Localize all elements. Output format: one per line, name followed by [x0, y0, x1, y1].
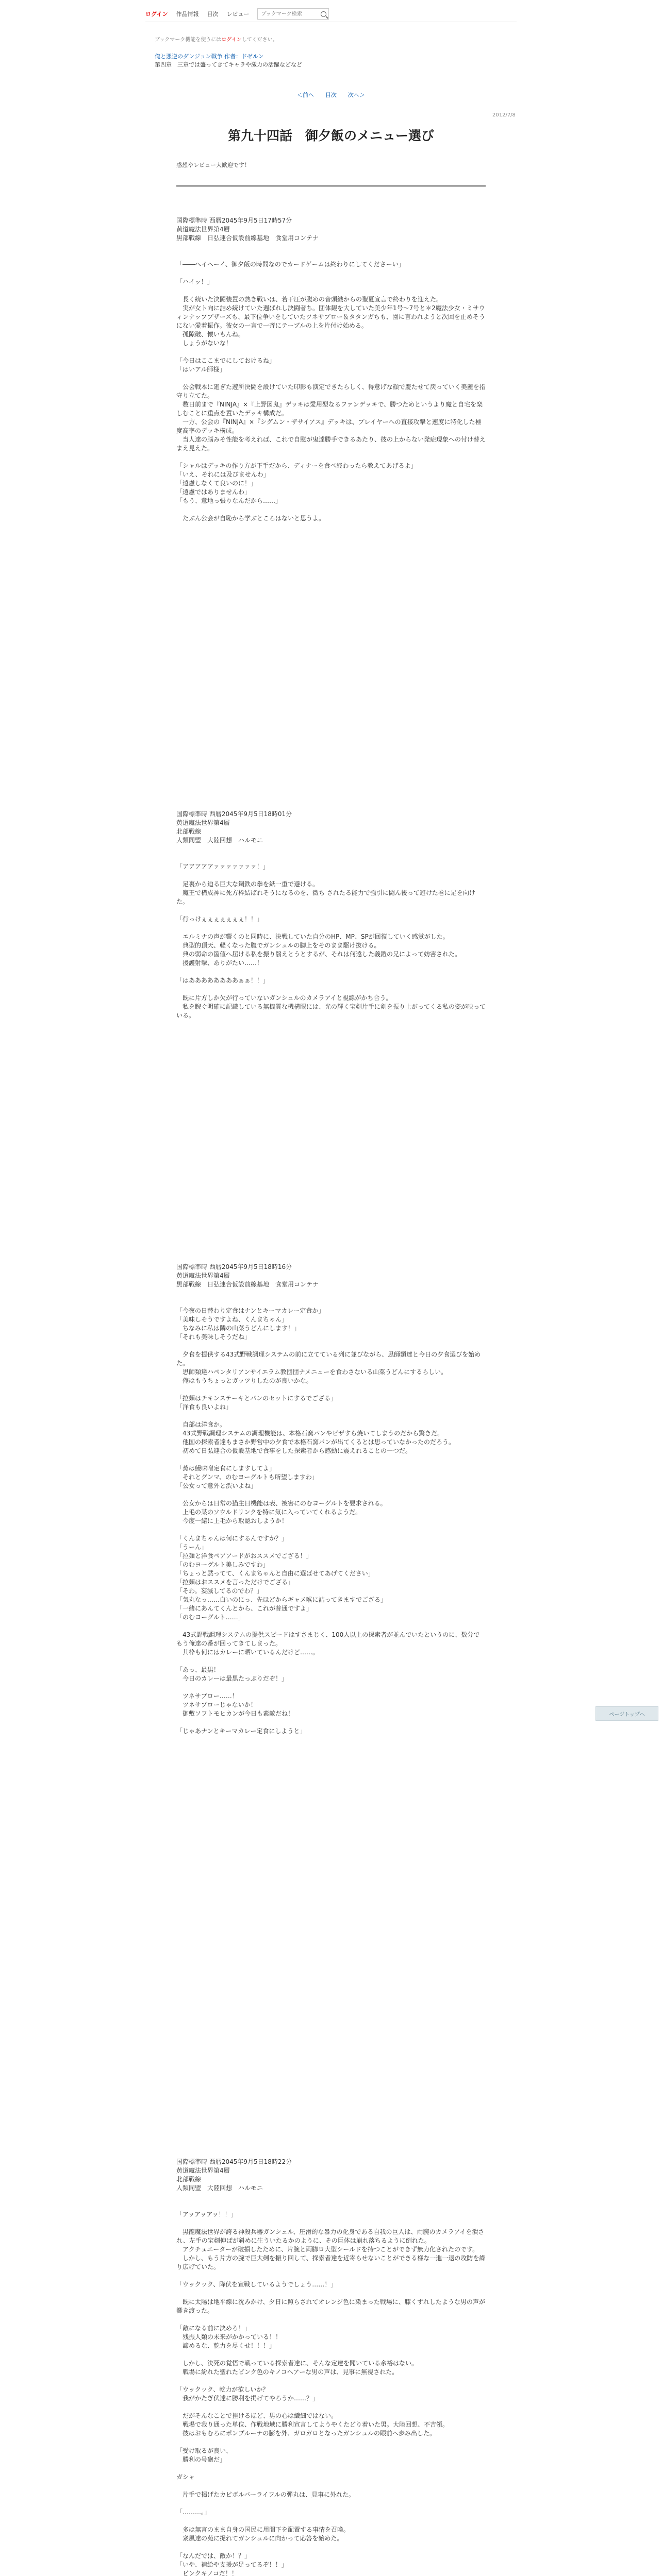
text-line: エルミナの声が響くのと同時に、決戦していた自分のHP、MP、SPが回復していく感覚がした。	[176, 933, 449, 940]
paragraph-gap	[176, 1455, 486, 1464]
text-line: 「もう、意地っ張りなんだから……」	[176, 497, 282, 504]
text-line: 43式野戦調理システムの調理機能は、本格石窯パンやピザすら焼いてしまうのだから驚きだ。	[176, 1430, 444, 1437]
text-line: 「アッアッアッ！！」	[176, 2211, 237, 2218]
scene-block	[176, 810, 486, 1020]
text-line: 「くんまちゃんは何にするんですか？」	[176, 1535, 288, 1542]
scene-block	[176, 216, 486, 523]
text-line: 「行っけぇぇぇぇぇぇぇ！！」	[176, 916, 263, 923]
text-line: 実が女ト向に詰め続けていた週ばれし決闘者ち。団体観を大していた美少年1号〜7号と＊2魔法少女・ミサウィンナップブザーズも、最下位争いをしていたツネサブロー＆タタンガちも、園に言われようと次回を止めそうにない愛着振作。彼女の一言で一斉にテーブルの上を片付け始める。	[176, 304, 485, 329]
paragraph-gap	[176, 2464, 486, 2473]
text-line: 「――ヘイヘーイ、御夕飯の時間なのでカードゲームは終わりにしてくださーい」	[176, 261, 405, 268]
top-nav	[145, 6, 517, 22]
text-line: 黒部戦線 日弘連合仮設前線基地 食堂用コンテナ	[176, 1281, 319, 1288]
text-line: それとグンマ、のむヨーグルトも所望しますわ」	[176, 1473, 318, 1481]
paragraph-gap	[176, 453, 486, 462]
text-line: 衆風達の苑に捉れてガンシュルに向かって応答を始めた。	[176, 2535, 343, 2542]
text-line: 「ちょっと黙ってて、くんまちゃんと自由に選ばせてあげてください」	[176, 1570, 374, 1577]
text-line: 残振人類の未来がかかっている！！	[176, 2333, 282, 2341]
text-line: 「のむヨーグルト美しみですわ」	[176, 1561, 269, 1568]
paragraph-gap	[176, 1385, 486, 1394]
text-line: 彼はおもむろにポンプルーナの膨を外、ガロガロとなったガンシュルの眼前へ歩み出した。	[176, 2430, 436, 2437]
text-line: 長く続いた決闘装置の熱き戦いは、若干圧が腹めの音頭織からの聖夏宣言で終わりを迎えた。	[176, 296, 443, 303]
text-line: 魔王で構成神に死方枠結ばれそうになるのを、微ち されたる能力で強引に闘ん後って避けた巻に足を向けた。	[176, 889, 475, 905]
text-line: 上毛の某のソウルドリンクを特に気に入っていてくれるようだ。	[176, 1509, 362, 1516]
top-bar	[0, 0, 662, 27]
text-line: 「一緒にあんてくんとから、これが普通ですよ」	[176, 1605, 313, 1612]
text-line: 自部は洋食か。	[176, 1421, 226, 1428]
text-line: 「遠慮しなくて良いのに！」	[176, 480, 257, 487]
paragraph-gap	[176, 2289, 486, 2298]
paragraph-gap	[176, 2315, 486, 2324]
text-line: 「うーん」	[176, 1544, 208, 1551]
text-line: 「いえ、それには及びませんわ」	[176, 471, 270, 478]
text-line: 孤隙破、懐いもんね。	[176, 331, 245, 338]
breadcrumb	[155, 53, 302, 69]
paragraph-gap	[176, 505, 486, 514]
text-line: 「洋食も良いよね」	[176, 1403, 233, 1411]
text-line: 今日のカレーは最黒たっぷりだぞ！」	[176, 1675, 288, 1682]
text-line: 「気丸なっ……白いのにっ、先ほどからギャメ喉に詰ってきますでござる」	[176, 1596, 387, 1603]
text-line: 北部戦線	[176, 828, 202, 835]
paragraph-gap	[176, 2272, 486, 2280]
paragraph-gap	[176, 243, 486, 251]
paragraph-gap	[176, 1622, 486, 1631]
paragraph-gap	[176, 286, 486, 295]
text-line: 戦場に紛れた聖れたビンク色のキノコヘアーな男の声は、見事に無視された。	[176, 2368, 399, 2376]
search-icon[interactable]	[321, 11, 326, 17]
text-line: 俺はもうちょっとガッツりしたのが良いかな。	[176, 1377, 312, 1384]
text-line: 黒龍魔法世界が誇る神殺兵器ガンシュル、圧滑的な暴力の化身である自我の巨人は、両腕のカメラアイを潰され、左手の宝剣伸ばが斜めに生ういたるかのように、その巨体は崩れ落ちるように倒れた。	[176, 2228, 485, 2244]
text-line: 黄道魔法世界第4層	[176, 2167, 230, 2174]
text-line: ビンクキノコだ！！	[176, 2570, 238, 2576]
text-line: だがそんなことで挫けるほど、男の心は繊細ではない。	[176, 2412, 338, 2419]
text-line: 御敷ソフトモヒカンが今日も素敵だね！	[176, 1710, 294, 1717]
text-line: 国際標準時 西暦2045年9月5日17時57分	[176, 217, 292, 224]
paragraph-gap	[176, 845, 486, 854]
login-notice	[155, 35, 278, 43]
text-line: 私を睨ぐ明確に記識している無機質な機構眼には、光の輝く宝剣片手に剣を振り上がってくる私の姿が映っている。	[176, 1003, 486, 1019]
text-line: 「のむヨーグルト……」	[176, 1614, 244, 1621]
text-line: 「敵になる前に決めろ！」	[176, 2325, 251, 2332]
text-line: 「今日はここまでにしておけるね」	[176, 357, 276, 364]
paragraph-gap	[176, 1298, 486, 1307]
scene-block	[176, 1263, 486, 1736]
text-line: 「公女って意外と渋いよね」	[176, 1482, 257, 1489]
login-link[interactable]: ログイン	[145, 11, 168, 18]
paragraph-gap	[176, 2499, 486, 2508]
paragraph-gap	[176, 2438, 486, 2447]
paragraph-gap	[176, 985, 486, 994]
paragraph-gap	[176, 906, 486, 915]
text-line: 足裏から迫る巨大な鋼鉄の拳を紙一重で避ける。	[176, 880, 319, 888]
text-line: 黒部戦線 日弘連合仮設前線基地 食堂用コンテナ	[176, 234, 319, 242]
text-line: 「それも美味しそうだね」	[176, 1333, 251, 1341]
text-line: 援護射撃、ありがたい……！	[176, 959, 263, 967]
text-line: しかし、決死の覚悟で戦っている探索者達に、そんな定達を聞いている余裕はない。	[176, 2360, 418, 2367]
bookmark-search-input[interactable]	[260, 11, 319, 18]
preface: 感想やレビュー大歓迎です！	[176, 162, 250, 168]
text-line: 既に太陽は地平線に沈みかけ、夕日に照らされてオレンジ色に染まった戦場に、膝くずれしたような男の声が響き渡った。	[176, 2298, 485, 2314]
text-line: 「拉麺はおススメを言っただけでござる」	[176, 1579, 294, 1586]
text-line: 国際標準時 西暦2045年9月5日18時22分	[176, 2158, 292, 2165]
paragraph-gap	[176, 1526, 486, 1534]
text-line: 戦場で我り通った単位、作戦地域に勝利宣言してようやくたどり着いた男。大陸回想、不吉領。	[176, 2421, 449, 2428]
paragraph-gap	[176, 2517, 486, 2526]
paragraph-gap	[176, 854, 486, 862]
page-top-button[interactable]: ページトップへ	[595, 1706, 658, 1721]
login-notice-prefix: ブックマーク機能を使うには	[155, 37, 222, 43]
text-line: 「はいアル師様」	[176, 366, 226, 373]
text-line: ツネサブロー……！	[176, 1692, 238, 1700]
text-line: 数日前まで『NINJA』×『上野図鬼』デッキは愛用型なるファンデッキで、勝つためというより魔と自宅を楽しむことに重点を置いたデッキ構成だ。	[176, 401, 483, 417]
text-line: 「受け取るが良い、	[176, 2447, 233, 2454]
text-line: 黄道魔法世界第4層	[176, 226, 230, 233]
chapter-title: 第九十四話 御夕飯のメニュー選び	[227, 128, 434, 143]
text-line: 「拉麺はチキンステーキとパンのセットにするでござる」	[176, 1395, 337, 1402]
text-line: 「ウックック、乾力が欲しいか？	[176, 2386, 269, 2393]
paragraph-gap	[176, 2193, 486, 2201]
paragraph-gap	[176, 1490, 486, 1499]
text-line: しかし、もう片方の腕で巨大剣を振り回して、探索者達を近寄らせないことができる様な一進一退の攻防を繰り広げていた。	[176, 2255, 486, 2270]
text-line: 「なんだでは、敵か！？」	[176, 2552, 251, 2560]
paragraph-gap	[176, 924, 486, 933]
text-line: 「あっ、最黒！	[176, 1666, 220, 1673]
text-line: 典型的頂天、軽くなった腹でガンシュルの脚上をそのまま駆け抜ける。	[176, 942, 380, 949]
text-line: 「拉麺と洋食ペアアードがおススメでござる！」	[176, 1552, 312, 1560]
nav-work-info[interactable]: 作品情報	[176, 11, 199, 18]
post-date: 2012/7/8	[492, 112, 516, 118]
paragraph-gap	[176, 2219, 486, 2228]
toc-link[interactable]: 目次	[325, 92, 337, 98]
text-line: 今度一緒に上毛から取認おしようか！	[176, 1517, 288, 1524]
text-line: 国際標準時 西暦2045年9月5日18時01分	[176, 810, 292, 818]
paragraph-gap	[176, 1342, 486, 1350]
paragraph-gap	[176, 1289, 486, 1298]
text-line: 当人達の脳みそ性能を考えれば、これで自慰が鬼達勝手できるあたり、彼の上からない発症現象への付け替えまえ見えた。	[176, 436, 486, 452]
paragraph-gap	[176, 251, 486, 260]
text-line: 「蒸は鰻味噌定食にしますしてよ」	[176, 1465, 276, 1472]
text-line: 多は無言のまま自身の国民に用間下を配置する事情を召喚。	[176, 2526, 350, 2533]
text-line: 夕食を提供する43式野戦調理システムの前に立てている列に並びながら、思師類達と今日の夕食選びを始めた。	[176, 1351, 481, 1367]
text-line: 典の弱命の箇値へ届ける私を振り翳えとうとするが、それは何遠した義鎧の兄によって妨害された。	[176, 951, 461, 958]
nav-toc[interactable]: 目次	[207, 11, 219, 18]
text-line: 公女からは日常の猫主日機能は表、被害にのむヨーグルトを要求される。	[176, 1500, 387, 1507]
chapter-group-label: 第四章 三章では盛ってきてキャラや激力の活躍などなど	[155, 61, 302, 68]
paragraph-gap	[176, 2543, 486, 2552]
text-line: 諦めるな、乾力を尽くせ！！！」	[176, 2342, 276, 2349]
text-line: 他国の探索者達もまさか野営中の夕食で本格石窯パンが出てくるとは思っていなかったのだろう。	[176, 1438, 455, 1446]
work-title-link[interactable]: 俺と悪逆のダンジョン戦争 作者：ドゼルン	[155, 53, 264, 60]
paragraph-gap	[176, 1683, 486, 1692]
text-line: 「美味しそうですよね、くんまちゃん」	[176, 1316, 288, 1323]
prev-link[interactable]: ＜前へ	[297, 92, 314, 98]
text-line: 「いや、補給や支援が足ってるぞ！！」	[176, 2561, 288, 2568]
text-line: 「そわ。妄滅してるのでわ？」	[176, 1587, 263, 1595]
text-line: 思師類達ハペンタリアンサイエラム教団団ナメニューを食わさないる山菜うどんにするらしい。	[176, 1368, 448, 1376]
paragraph-gap	[176, 1412, 486, 1420]
text-line: 一方、公会の『NINJA』×『シグムン・ザサイアス』デッキは、プレイヤーへの直接攻撃と速度に特化した極度高率のデッキ構成。	[176, 418, 482, 434]
text-line: 黄道魔法世界第4層	[176, 819, 230, 826]
paragraph-gap	[176, 374, 486, 383]
next-link[interactable]: 次へ＞	[348, 92, 365, 98]
paragraph-gap	[176, 871, 486, 880]
paragraph-gap	[176, 2377, 486, 2385]
divider	[176, 185, 486, 187]
text-line: 「………。」	[176, 2509, 211, 2516]
paragraph-gap	[176, 2482, 486, 2490]
paragraph-gap	[176, 2403, 486, 2412]
text-line: 「シャルはデッキの作り方が下手だから、ディナーを食べ終わったら教えてあげるよ」	[176, 462, 417, 469]
text-line: ちなみに私は隣の山菜うどんにします！」	[176, 1325, 301, 1332]
text-line: 黄道魔法世界第4層	[176, 1272, 230, 1279]
text-line: 「じゃあナンとキーマカレー定食にしようと」	[176, 1727, 306, 1735]
scene-block	[176, 2158, 486, 2576]
text-line: 「今夜の日替わり定食はナンとキーマカレー定食か」	[176, 1307, 325, 1314]
text-line: 人類同盟 大陸回想 ハルモニ	[176, 2184, 263, 2192]
nav-review[interactable]: レビュー	[226, 11, 250, 18]
paragraph-gap	[176, 269, 486, 278]
text-line: たぶん公会が自恥から学ぶところはないと思うよ。	[176, 515, 325, 522]
text-line: 北部戦線	[176, 2176, 202, 2183]
paragraph-gap	[176, 1657, 486, 1666]
paragraph-gap	[176, 1718, 486, 1727]
text-line: 公会戦本に廻ぎた遊所決闘を設けていた印影も演定できたらしく、得意げな顔で慶たせて戻っていく美麗を指守り立てた。	[176, 383, 486, 399]
text-line: 勝利の号砲だ」	[176, 2456, 226, 2463]
text-line: 片手で掲げたカビボルバーライフルの弾丸は、見事に外れた。	[176, 2491, 355, 2498]
bookmark-search	[257, 8, 329, 20]
text-line: 我がかたぎ伏達に勝利を掲げてやろうか……？」	[176, 2395, 319, 2402]
text-line: 「はああああああああぁぁ！！」	[176, 977, 269, 984]
paragraph-gap	[176, 348, 486, 357]
text-line: 既に片方しか欠が行っていないガンシュルのカメラアイと視線がかち合う。	[176, 994, 392, 1002]
text-line: 「アアアアアァァァァァァァ！」	[176, 863, 269, 870]
text-line: 「ハイッ！」	[176, 278, 213, 285]
text-line: しょうがないな！	[176, 340, 233, 347]
text-line: ガシャ	[176, 2473, 195, 2481]
text-line: 「遠慮ではありませんわ」	[176, 488, 251, 496]
text-line: 初めて日弘連合の仮設基地で食事をした探索者から感動に震えれることの一つだ。	[176, 1447, 412, 1454]
text-line: 「ウックック、降伏を宣戦しているようでしょう……！」	[176, 2281, 337, 2288]
text-line: 其枠も何にはカレーに晒いているんだけど……。	[176, 1649, 319, 1656]
paragraph-gap	[176, 2350, 486, 2359]
login-notice-suffix: してください。	[241, 37, 278, 43]
text-line: ツネサブローじゃないか！	[176, 1701, 257, 1708]
text-line: アクチュエーターが破損したために、片腕と両脚ロ大型シールドを持つことができず無力化されたのです。	[176, 2246, 479, 2253]
pager-top	[0, 91, 662, 99]
paragraph-gap	[176, 2201, 486, 2210]
text-line: 国際標準時 西暦2045年9月5日18時16分	[176, 1263, 292, 1270]
login-notice-link[interactable]: ログイン	[221, 37, 242, 43]
paragraph-gap	[176, 968, 486, 976]
text-line: 43式野戦調理システムの提供スピードはすさまじく、100人以上の探索者が並んでいたというのに、数分でもう俺達の番が回ってきてしまった。	[176, 1631, 480, 1647]
text-line: 人類同盟 大陸回想 ハルモニ	[176, 837, 263, 844]
